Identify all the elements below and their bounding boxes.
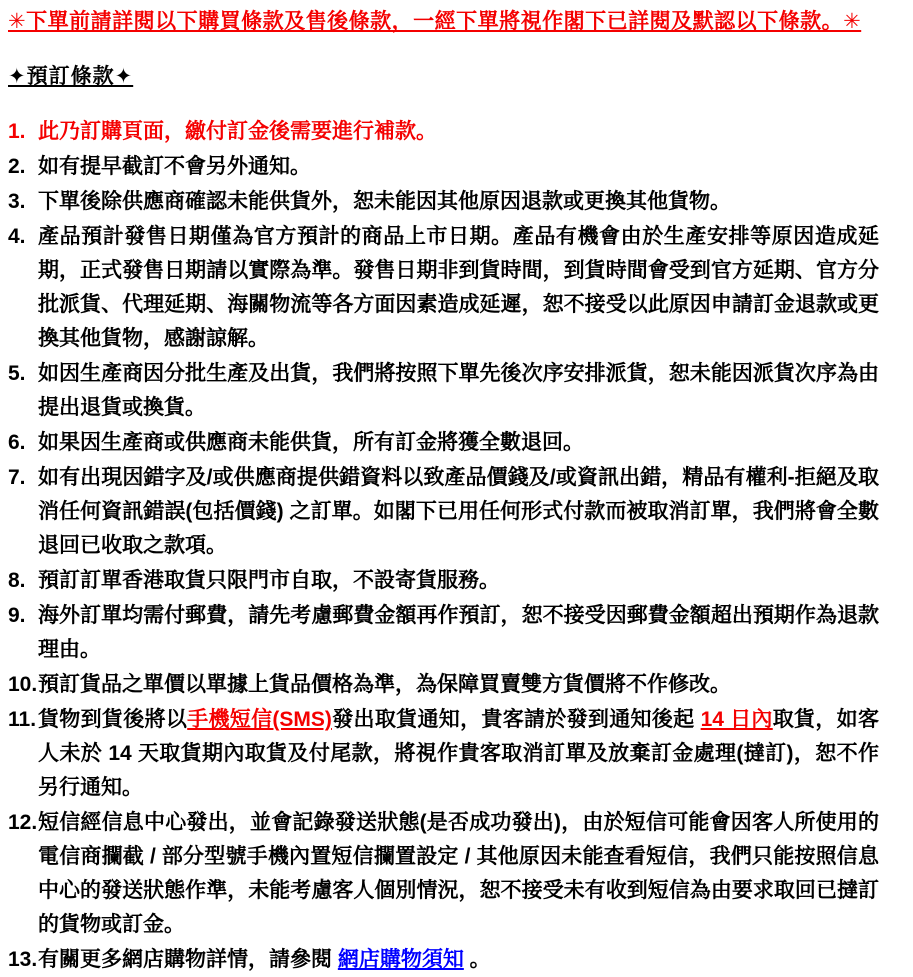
term-run: 預訂貨品之單價以單據上貨品價格為準，為保障買賣雙方貨價將不作修改。 bbox=[38, 673, 731, 696]
term-item bbox=[8, 185, 879, 219]
term-run: 。 bbox=[463, 948, 491, 971]
term-text bbox=[38, 569, 500, 592]
term-run: 如因生產商因分批生產及出貨，我們將按照下單先後次序安排派貨，恕未能因派貨次序為由提出退貨或換貨。 bbox=[38, 362, 879, 419]
term-text bbox=[38, 155, 311, 178]
highlighted-text: 14 日內 bbox=[700, 708, 773, 731]
term-item bbox=[8, 564, 879, 598]
term-text bbox=[38, 466, 879, 557]
term-number: 3. bbox=[8, 190, 26, 213]
term-run: 貨物到貨後將以 bbox=[38, 708, 188, 731]
highlighted-text: 手機短信(SMS) bbox=[187, 708, 332, 731]
term-text bbox=[38, 362, 879, 419]
term-text bbox=[38, 604, 879, 661]
term-run: 如有提早截訂不會另外通知。 bbox=[38, 155, 311, 178]
term-number: 1. bbox=[8, 120, 26, 143]
term-number: 4. bbox=[8, 225, 26, 248]
term-item bbox=[8, 357, 879, 425]
term-item bbox=[8, 150, 879, 184]
term-run: 如果因生產商或供應商未能供貨，所有訂金將獲全數退回。 bbox=[38, 431, 584, 454]
term-number: 5. bbox=[8, 362, 26, 385]
section-title-preorder-terms: ✦預訂條款✦ bbox=[8, 65, 134, 88]
term-item bbox=[8, 668, 879, 702]
term-number: 2. bbox=[8, 155, 26, 178]
term-text bbox=[38, 225, 879, 350]
term-item bbox=[8, 703, 879, 805]
term-run: 產品預計發售日期僅為官方預計的商品上市日期。產品有機會由於生產安排等原因造成延期，正式發售日期請以實際為準。發售日期非到貨時間，到貨時間會受到官方延期、官方分批派貨、代理延期、海關物流等各方面因素造成延遲，恕不接受以此原因申請訂金退款或更換其他貨物，感謝諒解。 bbox=[38, 225, 879, 350]
term-run: 取貨，如客人未於 14 天取貨期內取貨及付尾款，將視作貴客取消訂單及放棄訂金處理(撻訂)，恕不作另行通知。 bbox=[38, 708, 879, 799]
term-item bbox=[8, 426, 879, 460]
term-run: 發出取貨通知，貴客請於發到通知後起 bbox=[331, 708, 701, 731]
term-item bbox=[8, 943, 879, 977]
term-run: 短信經信息中心發出，並會記錄發送狀態(是否成功發出)，由於短信可能會因客人所使用的電信商攔截 / 部分型號手機內置短信攔置設定 / 其他原因未能查看短信，我們只能按照信息中心的發送狀態作準，未能考慮客人個別情況，恕不接受未有收到短信為由要求取回已撻訂的貨物或訂金。 bbox=[38, 811, 879, 936]
shop-guide-link[interactable]: 網店購物須知 bbox=[337, 948, 464, 971]
term-text bbox=[38, 673, 731, 696]
term-item bbox=[8, 461, 879, 563]
term-number: 9. bbox=[8, 604, 26, 627]
term-text bbox=[38, 190, 731, 213]
term-text bbox=[38, 708, 879, 799]
term-text bbox=[38, 431, 584, 454]
term-text bbox=[38, 948, 491, 971]
pre-order-warning-header: ✳下單前請詳閱以下購買條款及售後條款，一經下單將視作閣下已詳閱及默認以下條款。✳ bbox=[8, 10, 862, 33]
term-number: 11. bbox=[8, 708, 37, 731]
term-run: 有關更多網店購物詳情，請參閱 bbox=[38, 948, 338, 971]
term-run: 此乃訂購頁面，繳付訂金後需要進行補款。 bbox=[38, 120, 437, 143]
term-item bbox=[8, 599, 879, 667]
term-number: 10. bbox=[8, 673, 38, 696]
term-item bbox=[8, 806, 879, 942]
term-item bbox=[8, 220, 879, 356]
terms-list bbox=[8, 115, 879, 977]
term-run: 下單後除供應商確認未能供貨外，恕未能因其他原因退款或更換其他貨物。 bbox=[38, 190, 731, 213]
term-item bbox=[8, 115, 879, 149]
term-run: 預訂訂單香港取貨只限門市自取，不設寄貨服務。 bbox=[38, 569, 500, 592]
term-number: 12. bbox=[8, 811, 38, 834]
term-number: 7. bbox=[8, 466, 26, 489]
term-text bbox=[38, 811, 879, 936]
term-number: 8. bbox=[8, 569, 26, 592]
term-run: 海外訂單均需付郵費，請先考慮郵費金額再作預訂，恕不接受因郵費金額超出預期作為退款理由。 bbox=[38, 604, 879, 661]
term-run: 如有出現因錯字及/或供應商提供錯資料以致產品價錢及/或資訊出錯，精品有權利-拒絕及取消任何資訊錯誤(包括價錢) 之訂單。如閣下已用任何形式付款而被取消訂單，我們將會全數退回已收取之款項。 bbox=[38, 466, 879, 557]
term-text bbox=[38, 120, 437, 143]
term-number: 6. bbox=[8, 431, 26, 454]
term-number: 13. bbox=[8, 948, 38, 971]
